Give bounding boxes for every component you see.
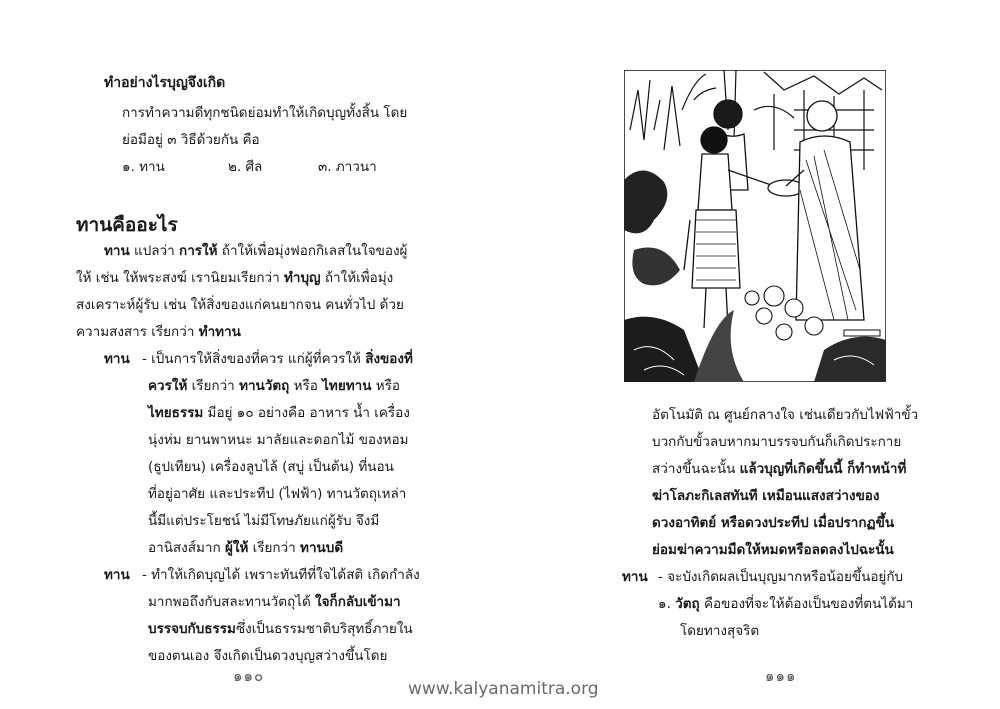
bold-term: สิ่งของที่ — [365, 351, 413, 367]
list-item-bhavana: ๓. ภาวนา — [318, 159, 377, 175]
bold-term: ทำทาน — [198, 324, 241, 340]
section-heading-how-merit-arises: ทำอย่างไรบุญจึงเกิด — [104, 75, 226, 91]
bold-term: ใจก็กลับเข้ามา — [315, 594, 401, 610]
bold-term: ไทยธรรม — [148, 405, 204, 421]
paragraph-line: ฆ่าโลภะกิเลสทันที เหมือนแสงสว่างของ — [652, 488, 880, 504]
text-run: ถ้าให้เพื่อมุ่งฟอกกิเลสในใจของผู้ — [217, 243, 408, 259]
text-run: คือของที่จะให้ต้องเป็นของที่ตนได้มา — [699, 596, 914, 612]
paragraph-line: ดวงอาทิตย์ หรือดวงประทีป เมื่อปรากฏขึ้น — [652, 515, 895, 531]
bold-term: วัตถุ — [675, 596, 700, 612]
item-label-dana: ทาน — [104, 567, 130, 583]
text-run: มากพอถึงกับสละทานวัตถุได้ — [148, 594, 316, 610]
paragraph-line: นุ่งห่ม ยานพาหนะ มาลัยและดอกไม้ ของหอม — [148, 432, 409, 448]
paragraph-line: ย่อมีอยู่ ๓ วิธีด้วยกัน คือ — [122, 132, 260, 148]
paragraph-line: สงเคราะห์ผู้รับ เช่น ให้สิ่งของแก่คนยากจน คนทั่วไป ด้วย — [76, 297, 404, 313]
text-run: มีอยู่ ๑๐ อย่างคือ อาหาร น้ำ เครื่อง — [203, 405, 410, 421]
paragraph-line: ย่อมฆ่าความมืดให้หมดหรือลดลงไปฉะนั้น — [652, 542, 894, 558]
paragraph-line: (ธูปเทียน) เครื่องลูบไล้ (สบู่ เป็นต้น) ที่นอน — [148, 459, 394, 475]
bold-term: ไทยทาน — [322, 378, 372, 394]
text-run: แปลว่า — [129, 243, 180, 259]
item-label-dana: ทาน — [104, 351, 130, 367]
paragraph-line — [76, 265, 393, 292]
paragraph-line: บวกกับขั้วลบหากมาบรรจบกันก็เกิดประกาย — [652, 434, 902, 450]
text-run: หรือ — [371, 378, 401, 394]
bold-term: ทานวัตถุ — [239, 378, 290, 394]
paragraph-line — [148, 400, 410, 427]
paragraph-line: อัตโนมัติ ณ ศูนย์กลางใจ เช่นเดียวกับไฟฟ้าขั้ว — [652, 407, 919, 423]
paragraph-line — [658, 591, 913, 618]
text-run: เรียกว่า — [187, 378, 240, 394]
bold-term: ผู้ให้ — [224, 540, 249, 556]
text-run: ๑. — [658, 596, 676, 612]
text-run: ความสงสาร เรียกว่า — [76, 324, 199, 340]
paragraph-line: - จะบังเกิดผลเป็นบุญมากหรือน้อยขึ้นอยู่กับ — [658, 569, 904, 585]
text-run: สว่างขึ้นฉะนั้น — [652, 461, 740, 477]
section-heading-what-is-dana: ทานคืออะไร — [76, 214, 178, 236]
bold-term: แล้วบุญที่เกิดขึ้นนี้ ก็ทำหน้าที่ — [739, 461, 907, 477]
page-number-right: ๑๑๑ — [765, 667, 797, 685]
paragraph-line — [142, 346, 413, 373]
bold-term: การให้ — [179, 243, 218, 259]
paragraph-line: ของตนเอง จึงเกิดเป็นดวงบุญสว่างขึ้นโดย — [148, 648, 388, 664]
paragraph-line: การทำความดีทุกชนิดย่อมทำให้เกิดบุญทั้งสิ้น โดย — [122, 105, 408, 121]
paragraph-line: ที่อยู่อาศัย และประทีป (ไฟฟ้า) ทานวัตถุเหล่า — [148, 486, 407, 502]
text-run: - เป็นการให้สิ่งของที่ควร แก่ผู้ที่ควรให้ — [142, 351, 366, 367]
paragraph-line — [104, 238, 407, 265]
text-run: หรือ — [289, 378, 323, 394]
text-run: อานิสงส์มาก — [148, 540, 225, 556]
paragraph-line — [148, 535, 343, 562]
list-item-sila: ๒. ศีล — [228, 159, 263, 175]
paragraph-line — [148, 373, 400, 400]
paragraph-line: - ทำให้เกิดบุญได้ เพราะทันทีที่ใจได้สติ เกิดกำลัง — [142, 567, 420, 583]
paragraph-line: นี้มีแต่ประโยชน์ ไม่มีโทษภัยแก่ผู้รับ จึงมี — [148, 513, 380, 529]
almsgiving-drawing-icon — [624, 70, 886, 382]
bold-term: ควรให้ — [148, 378, 188, 394]
bold-term: บรรจบกับธรรม — [148, 621, 236, 637]
paragraph-line — [148, 589, 401, 616]
item-label-dana: ทาน — [622, 569, 648, 585]
paragraph-line — [148, 616, 413, 643]
page-number-left: ๑๑๐ — [233, 667, 265, 685]
bold-term: ทำบุญ — [284, 270, 321, 286]
paragraph-line — [76, 319, 241, 346]
paragraph-line — [652, 456, 906, 483]
list-item-dana: ๑. ทาน — [122, 159, 165, 175]
paragraph-line: โดยทางสุจริต — [680, 623, 760, 639]
bold-term: ทาน — [104, 243, 130, 259]
text-run: เรียกว่า — [248, 540, 301, 556]
footer-url-link[interactable]: www.kalyanamitra.org — [408, 679, 599, 699]
text-run: ซึ่งเป็นธรรมชาติบริสุทธิ์ภายใน — [235, 621, 413, 637]
text-run: ให้ เช่น ให้พระสงฆ์ เรานิยมเรียกว่า — [76, 270, 284, 286]
text-run: ถ้าให้เพื่อมุ่ง — [320, 270, 394, 286]
bold-term: ทานบดี — [300, 540, 344, 556]
